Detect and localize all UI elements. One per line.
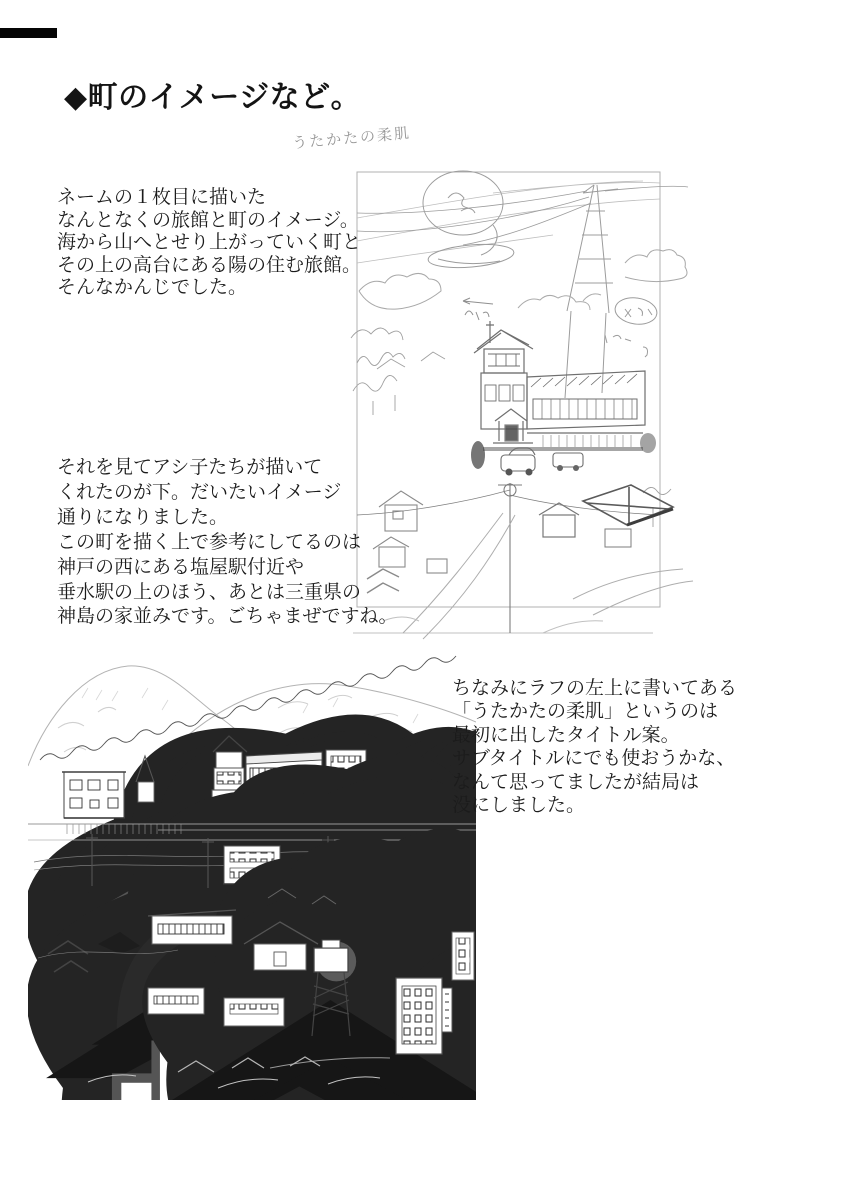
text-line: ネームの１枚目に描いた bbox=[57, 186, 267, 208]
sketch-sky bbox=[357, 171, 688, 398]
text-line: 神島の家並みです。ごちゃまぜですね。 bbox=[57, 605, 398, 628]
text-line: 海から山へとせり上がっていく町と bbox=[57, 231, 362, 253]
paragraph-aside bbox=[452, 677, 737, 817]
text-line: 垂水駅の上のほう、あとは三重県の bbox=[57, 580, 362, 603]
text-line: サブタイトルにでも使おうかな、 bbox=[452, 747, 736, 770]
paragraph-intro bbox=[57, 186, 361, 299]
text-line: 最初に出したタイトル案。 bbox=[452, 723, 680, 746]
scan-artifact-mark bbox=[0, 28, 57, 38]
sketch-foreground bbox=[357, 433, 693, 639]
sketch-inn bbox=[474, 321, 645, 447]
text-line: 「うたかたの柔肌」というのは bbox=[452, 700, 719, 723]
text-line: くれたのが下。だいたいイメージ bbox=[57, 480, 342, 503]
text-line: なんとなくの旅館と町のイメージ。 bbox=[57, 208, 359, 231]
page-title: ◆町のイメージなど。 bbox=[64, 80, 362, 115]
paragraph-middle bbox=[57, 455, 397, 629]
text-line: 神戸の西にある塩屋駅付近や bbox=[57, 555, 305, 578]
handwritten-title-note: うたかたの柔肌 bbox=[291, 123, 412, 153]
text-line: なんて思ってましたが結局は bbox=[452, 770, 700, 793]
finished-town-drawing-image bbox=[28, 648, 476, 1100]
text-line: そんなかんじでした。 bbox=[57, 276, 248, 298]
text-line: 通りになりました。 bbox=[57, 505, 229, 528]
text-line: ちなみにラフの左上に書いてある bbox=[452, 677, 738, 699]
text-line: その上の高台にある陽の住む旅館。 bbox=[57, 253, 362, 276]
text-line: 没にしました。 bbox=[452, 794, 586, 817]
text-line: それを見てアシ子たちが描いて bbox=[57, 456, 323, 478]
text-line: この町を描く上で参考にしてるのは bbox=[57, 530, 362, 553]
